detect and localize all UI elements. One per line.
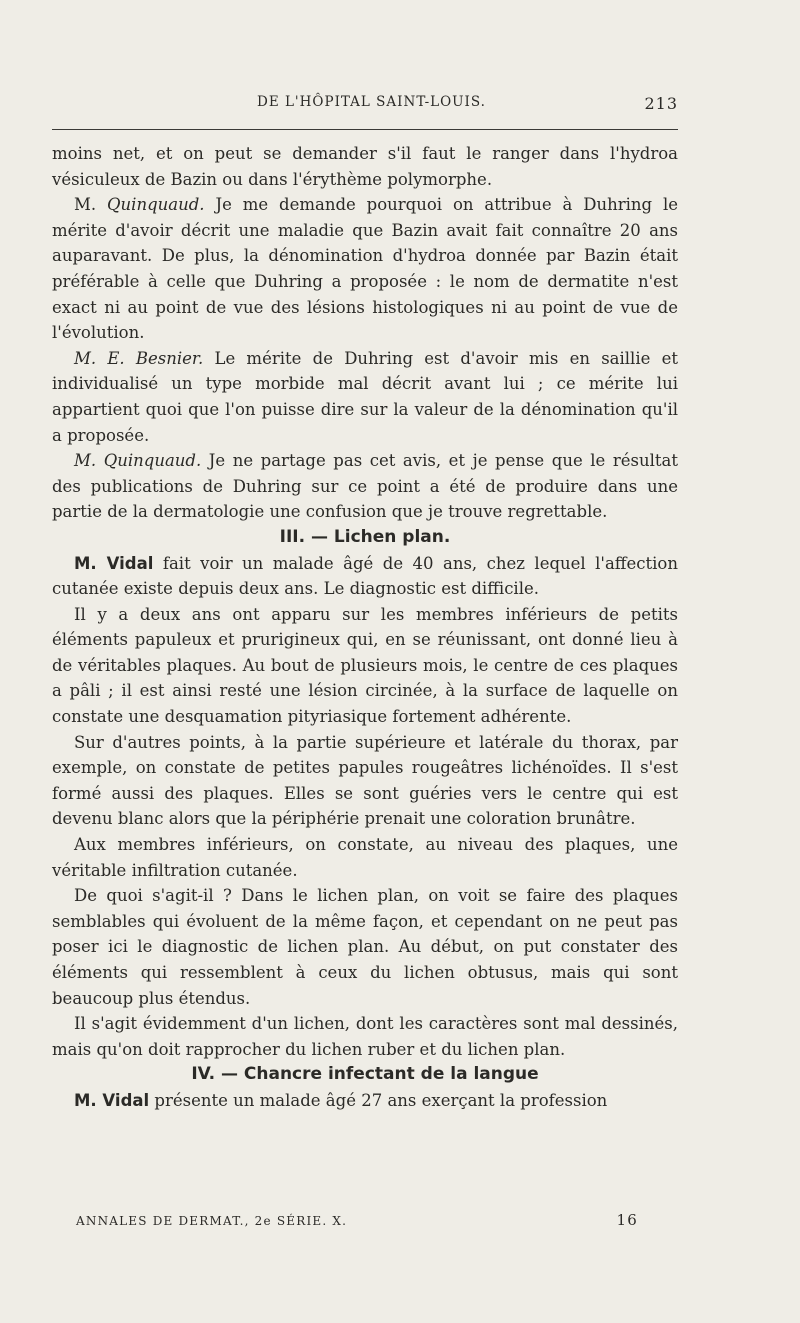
- paragraph-text: présente un malade âgé 27 ans exerçant la profession: [149, 1090, 608, 1110]
- paragraph: moins net, et on peut se demander s'il faut le ranger dans l'hydroa vésiculeux de Bazin ou dans l'érythème polymorphe.: [52, 144, 678, 189]
- paragraph-text: fait voir un malade âgé de 40 ans, chez lequel l'affection cutanée existe depuis deux ans. Le diagnostic est difficile.: [52, 553, 678, 599]
- speaker-name: M. Vidal: [74, 1090, 150, 1110]
- section-heading: [52, 1062, 678, 1088]
- speaker-name: Quinquaud.: [107, 195, 205, 215]
- paragraph: [52, 1088, 678, 1114]
- speaker-name: M. E. Besnier.: [74, 348, 204, 368]
- journal-signature: ANNALES DE DERMAT., 2e SÉRIE. X.: [76, 1214, 348, 1228]
- section-title: Chancre infectant de la langue: [243, 1064, 539, 1085]
- page-footer: [76, 1211, 638, 1234]
- header-rule: [52, 129, 678, 130]
- section-title: Lichen plan.: [333, 526, 451, 547]
- paragraph: [52, 551, 678, 602]
- paragraph: [52, 192, 678, 346]
- section-heading: [52, 525, 678, 551]
- sheet-signature: 16: [616, 1211, 638, 1229]
- paragraph: Il s'agit évidemment d'un lichen, dont les caractères sont mal dessinés, mais qu'on doit rapprocher du lichen ruber et du lichen plan.: [52, 1014, 678, 1059]
- speaker-name: M. Vidal: [74, 553, 154, 573]
- paragraph: [52, 448, 678, 525]
- paragraph-text: Le mérite de Duhring est d'avoir mis en saillie et individualisé un type morbide mal décrit avant lui ; ce mérite lui appartient quoi que l'on puisse dire sur la valeur de la dénomination qu'il a proposée.: [52, 348, 678, 445]
- paragraph: Il y a deux ans ont apparu sur les membres inférieurs de petits éléments papuleux et prurigineux qui, en se réunissant, ont donné lieu à de véritables plaques. Au bout de plusieurs mois, le centre de ces plaques a pâli ; il est ainsi resté une lésion circinée, à la surface de laquelle on constate une desquamation pityriasique fortement adhérente.: [52, 604, 678, 727]
- paragraph: [52, 346, 678, 448]
- body-text: [52, 141, 678, 1114]
- paragraph-text: Je ne partage pas cet avis, et je pense que le résultat des publications de Duhring sur ce point a été de produire dans une partie de la dermatologie une confusion que je trouve regrettable.: [52, 451, 678, 522]
- page-number: 213: [644, 94, 678, 113]
- paragraph: Sur d'autres points, à la partie supérieure et latérale du thorax, par exemple, on constate de petites papules rougeâtres lichénoïdes. Il s'est formé aussi des plaques. Elles se sont guéries vers le centre qui est devenu blanc alors que la périphérie prenait une coloration brunâtre.: [52, 732, 678, 829]
- page-header: [52, 94, 678, 116]
- running-title: DE L'HÔPITAL SAINT-LOUIS.: [257, 94, 486, 110]
- paragraph: Aux membres inférieurs, on constate, au niveau des plaques, une véritable infiltration cutanée.: [52, 835, 678, 880]
- paragraph-text: Je me demande pourquoi on attribue à Duhring le mérite d'avoir décrit une maladie que Bazin avait fait connaître 20 ans auparavant. De plus, la dénomination d'hydroa donnée par Bazin était préférable à celle que Duhring a proposée : le nom de dermatite n'est exact ni au point de vue des lésions histologiques ni au point de vue de l'évolution.: [52, 195, 678, 343]
- paragraph: De quoi s'agit-il ? Dans le lichen plan, on voit se faire des plaques semblables qui évoluent de la même façon, et cependant on ne peut pas poser ici le diagnostic de lichen plan. Au début, on put constater des éléments qui ressemblent à ceux du lichen obtusus, mais qui sont beaucoup plus étendus.: [52, 886, 678, 1008]
- section-number: IV. —: [191, 1064, 244, 1085]
- speaker-name: M. Quinquaud.: [74, 451, 202, 471]
- speaker-title: M.: [74, 195, 108, 215]
- section-number: III. —: [279, 526, 334, 547]
